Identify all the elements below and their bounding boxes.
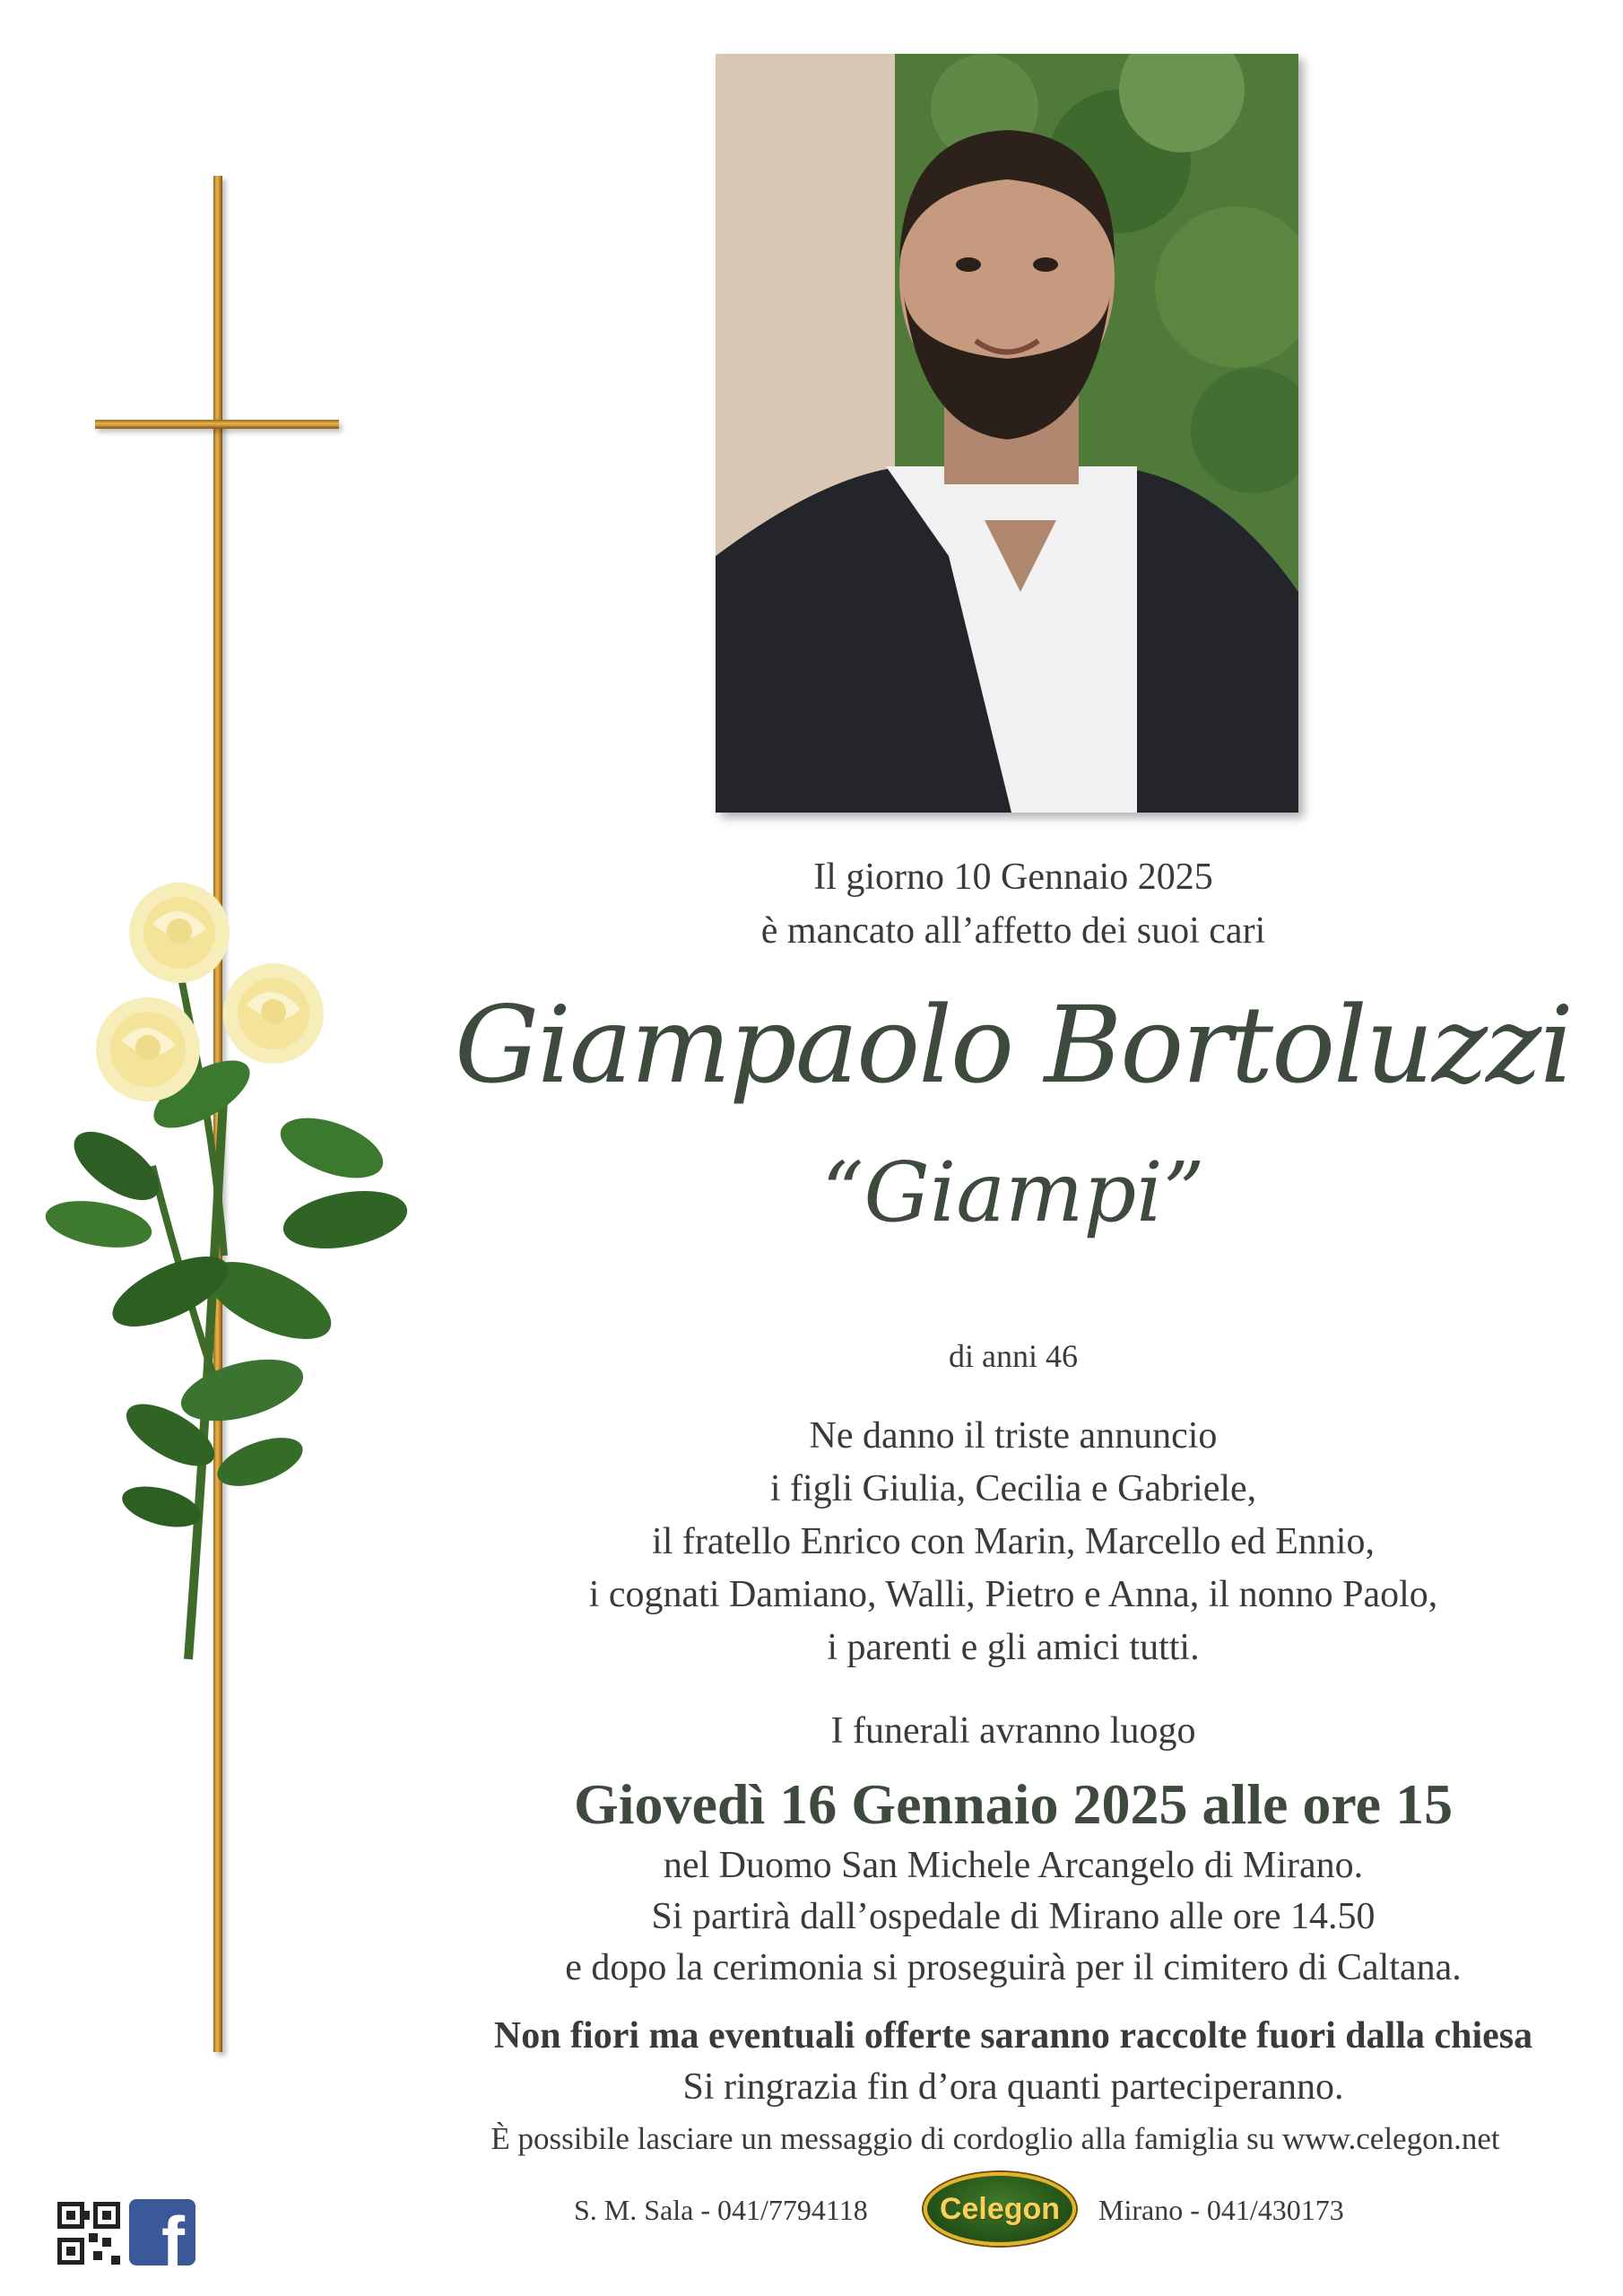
funeral-intro: I funerali avranno luogo bbox=[830, 1710, 1196, 1752]
announcement-line: i cognati Damiano, Walli, Pietro e Anna, il nonno Paolo, bbox=[588, 1574, 1438, 1615]
thanks-text: Si ringrazia fin d’ora quanti parteciperanno. bbox=[682, 2066, 1344, 2108]
funeral-date: Giovedì 16 Gennaio 2025 alle ore 15 bbox=[573, 1772, 1454, 1836]
announcement-block bbox=[448, 1410, 1578, 1674]
roses-image bbox=[36, 879, 466, 1686]
deceased-age: di anni 46 bbox=[949, 1338, 1078, 1374]
facebook-icon[interactable] bbox=[129, 2199, 195, 2266]
intro-line-date: Il giorno 10 Gennaio 2025 bbox=[813, 857, 1213, 898]
qr-code-icon[interactable] bbox=[57, 2202, 120, 2265]
footer-contact-mirano: Mirano - 041/430173 bbox=[1098, 2194, 1344, 2226]
celegon-logo-text: Celegon bbox=[939, 2191, 1061, 2226]
facebook-glyph: f bbox=[161, 2202, 185, 2266]
celegon-logo[interactable] bbox=[924, 2172, 1076, 2246]
intro-line-passing: è mancato all’affetto dei suoi cari bbox=[760, 910, 1266, 952]
announcement-line: i parenti e gli amici tutti. bbox=[827, 1627, 1200, 1668]
funeral-detail-line: e dopo la cerimonia si proseguirà per il cimitero di Caltana. bbox=[565, 1947, 1462, 1988]
deceased-name: Giampaolo Bortoluzzi bbox=[455, 983, 1572, 1107]
announcement-line: Ne danno il triste annuncio bbox=[809, 1415, 1218, 1457]
funeral-detail-line: Si partirà dall’ospedale di Mirano alle ore 14.50 bbox=[651, 1896, 1376, 1937]
funeral-details bbox=[448, 1840, 1578, 1994]
announcement-line: i figli Giulia, Cecilia e Gabriele, bbox=[769, 1468, 1257, 1509]
announcement-line: il fratello Enrico con Marin, Marcello ed Ennio, bbox=[652, 1521, 1375, 1562]
footer-contact-sala: S. M. Sala - 041/7794118 bbox=[574, 2194, 868, 2226]
no-flowers-notice: Non fiori ma eventuali offerte saranno raccolte fuori dalla chiesa bbox=[493, 2015, 1533, 2057]
portrait-photo bbox=[716, 54, 1298, 813]
condolence-text: È possibile lasciare un messaggio di cordoglio alla famiglia su www.celegon.net bbox=[490, 2121, 1500, 2156]
intro-text bbox=[448, 850, 1578, 958]
deceased-nickname: “Giampi” bbox=[821, 1144, 1205, 1240]
cross-horizontal-beam bbox=[95, 420, 339, 429]
funeral-detail-line: nel Duomo San Michele Arcangelo di Mirano. bbox=[663, 1845, 1364, 1886]
